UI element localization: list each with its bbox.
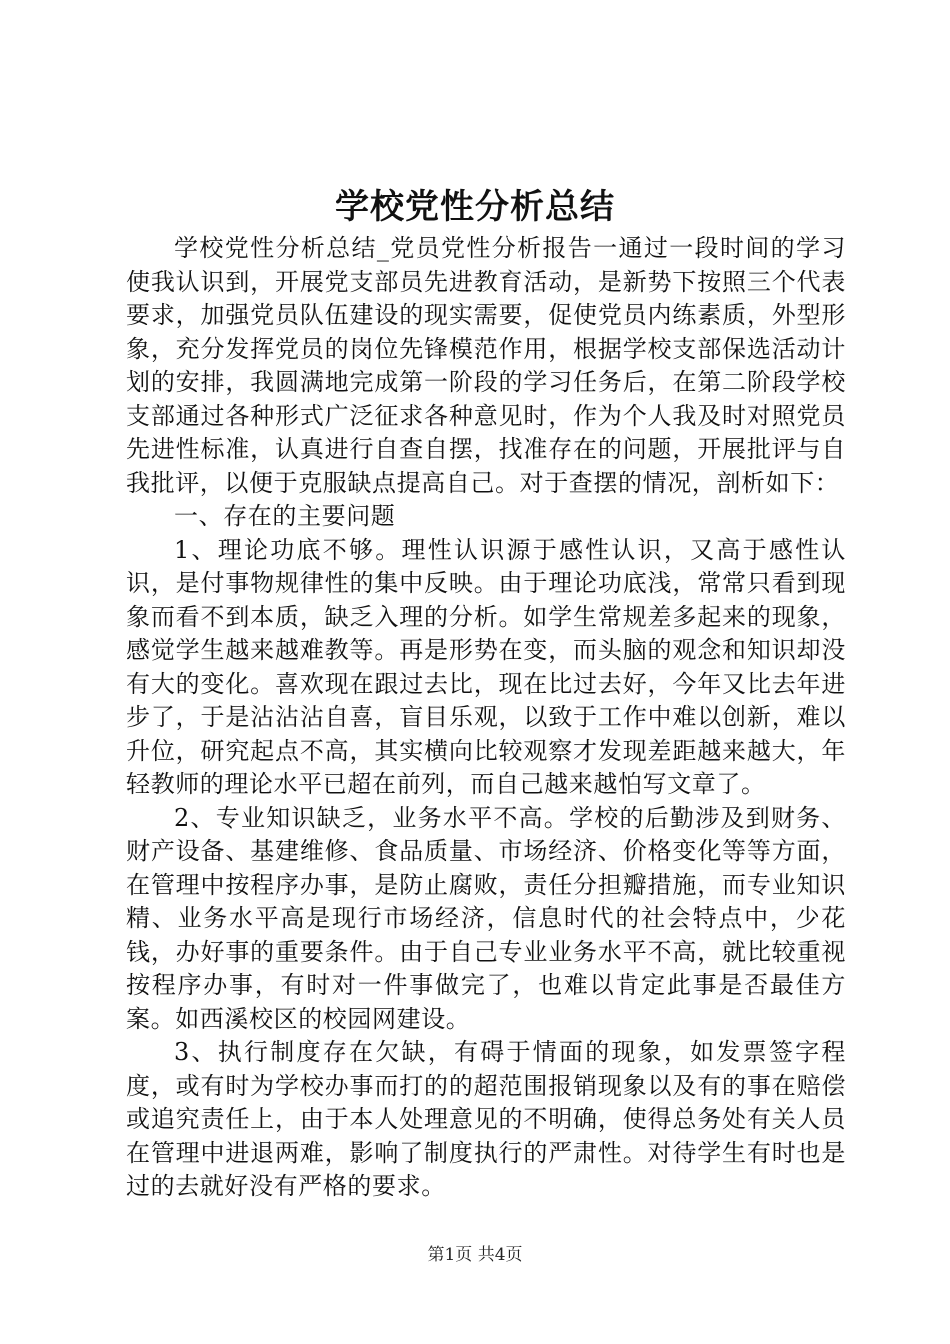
problem-paragraph-1: 1、理论功底不够。理性认识源于感性认识，又高于感性认识，是付事物规律性的集中反映。由于理论功底浅，常常只看到现象而看不到本质，缺乏入理的分析。如学生常规差多起来的现象，感觉学生越来越难教等。再是形势在变，而头脑的观念和知识却没有大的变化。喜欢现在跟过去比，现在比过去好，今年又比去年进步了，于是沾沾沾自喜，盲目乐观，以致于工作中难以创新，难以升位，研究起点不高，其实横向比较观察才发现差距越来越大，年轻教师的理论水平已超在前列，而自己越来越怕写文章了。 [126, 535, 846, 798]
problem-paragraph-3: 3、执行制度存在欠缺，有碍于情面的现象，如发票签字程度，或有时为学校办事而打的的超范围报销现象以及有的事在赔偿或追究责任上，由于本人处理意见的不明确，使得总务处有关人员在管理中进退两难，影响了制度执行的严肃性。对待学生有时也是过的去就好没有严格的要求。 [126, 1038, 846, 1200]
page-number-footer: 第1页 共4页 [427, 1245, 523, 1265]
document-body [126, 232, 846, 1204]
document-title: 学校党性分析总结 [335, 187, 615, 227]
problem-paragraph-2: 2、专业知识缺乏，业务水平不高。学校的后勤涉及到财务、财产设备、基建维修、食品质量、市场经济、价格变化等等方面，在管理中按程序办事，是防止腐败，责任分担瓣措施，而专业知识精、业务水平高是现行市场经济，信息时代的社会特点中，少花钱，办好事的重要条件。由于自己专业业务水平不高，就比较重视按程序办事，有时对一件事做完了，也难以肯定此事是否最佳方案。如西溪校区的校园网建设。 [126, 803, 846, 1033]
section-heading: 一、存在的主要问题 [174, 502, 396, 530]
intro-paragraph: 学校党性分析总结_党员党性分析报告一通过一段时间的学习使我认识到，开展党支部员先进教育活动，是新势下按照三个代表要求，加强党员队伍建设的现实需要，促使党员内练素质，外型形象，充分发挥党员的岗位先锋模范作用，根据学校支部保选活动计划的安排，我圆满地完成第一阶段的学习任务后，在第二阶段学校支部通过各种形式广泛征求各种意见时，作为个人我及时对照党员先进性标准，认真进行自查自摆，找准存在的问题，开展批评与自我批评，以便于克服缺点提高自己。对于查摆的情况，剖析如下： [126, 234, 846, 497]
